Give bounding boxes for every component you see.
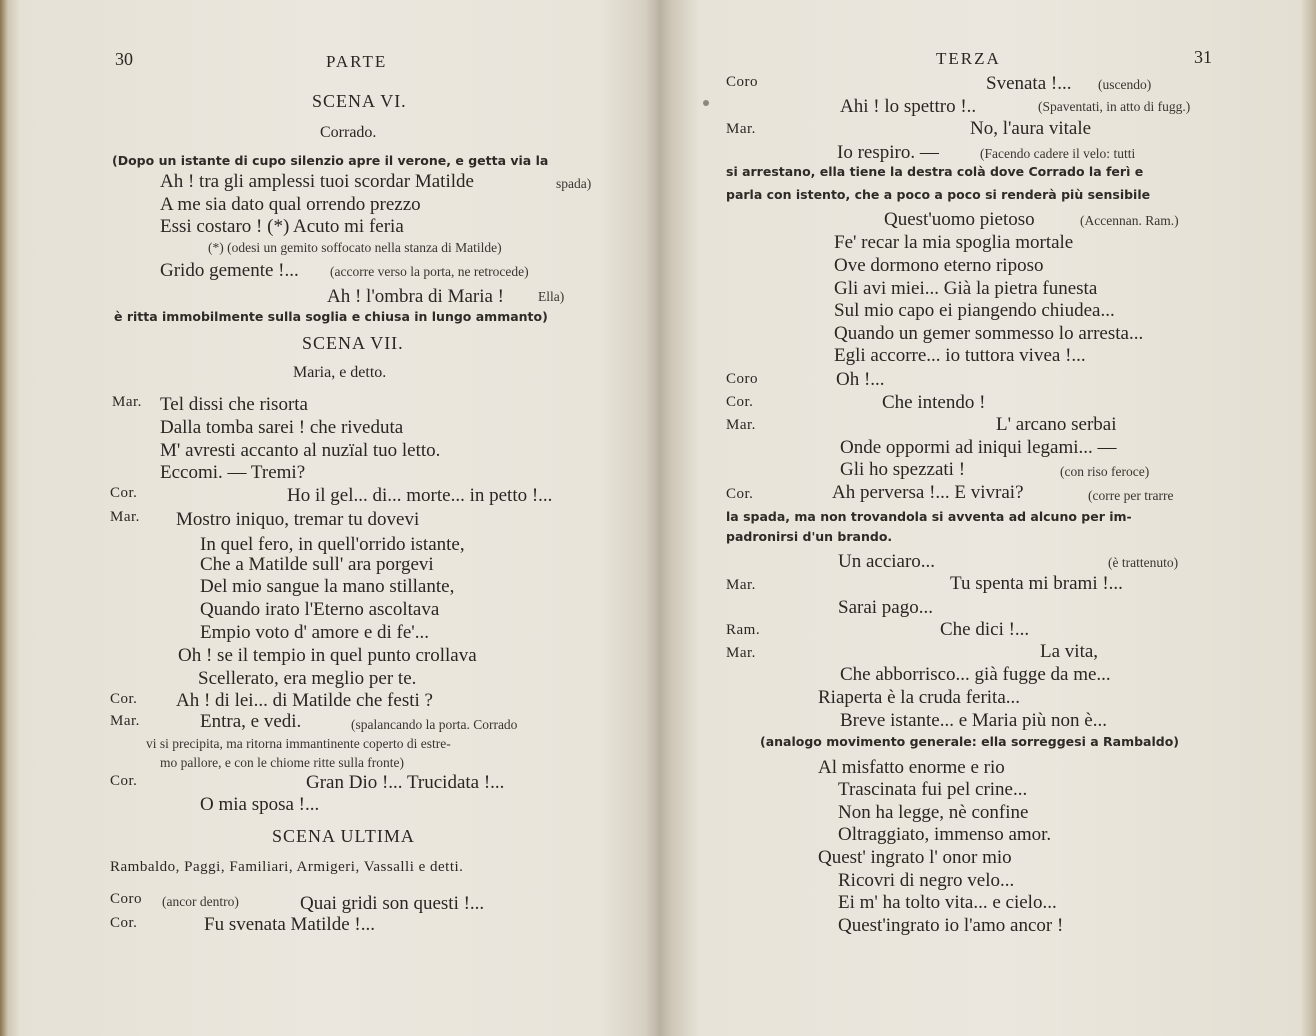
speaker-line: Coro <box>726 371 758 387</box>
verse-line: Ahi ! lo spettro !.. <box>840 96 977 117</box>
verse-line: Empio voto d' amore e di fe'... <box>200 622 429 643</box>
stage-line: parla con istento, che a poco a poco si renderà più sensibile <box>726 187 1151 202</box>
verse-line: Del mio sangue la mano stillante, <box>200 576 455 597</box>
verse-line: Egli accorre... io tuttora vivea !... <box>834 345 1086 366</box>
verse-line: Ah ! di lei... di Matilde che festi ? <box>176 690 433 711</box>
paper-spot <box>703 100 709 106</box>
char-line: Rambaldo, Paggi, Familiari, Armigeri, Vassalli e detti. <box>110 859 464 875</box>
verse-line: Quest'ingrato io l'amo ancor ! <box>838 915 1064 936</box>
verse-line: Sarai pago... <box>838 597 933 618</box>
verse-line: Quai gridi son questi !... <box>300 893 485 914</box>
speaker-line: Cor. <box>110 915 138 931</box>
speaker-line: Coro <box>110 891 142 907</box>
speaker-line: Ram. <box>726 622 761 638</box>
speaker-line: Cor. <box>110 691 138 707</box>
running-head: TERZA <box>936 49 1001 68</box>
page-number: 31 <box>1194 47 1212 67</box>
verse-line: Quando un gemer sommesso lo arresta... <box>834 323 1144 344</box>
stage-line: (accorre verso la porta, ne retrocede) <box>330 264 529 279</box>
stage-line: (analogo movimento generale: ella sorreggesi a Rambaldo) <box>760 734 1180 749</box>
verse-line: Ah ! l'ombra di Maria ! <box>327 286 505 307</box>
verse-line: Quest'uomo pietoso <box>884 209 1035 230</box>
speaker-line: Mar. <box>726 645 756 661</box>
verse-line: No, l'aura vitale <box>970 118 1092 139</box>
verse-line: L' arcano serbai <box>996 414 1117 435</box>
verse-line: Entra, e vedi. <box>200 711 302 732</box>
stage-line: (corre per trarre <box>1088 488 1174 503</box>
verse-line: Ricovri di negro velo... <box>838 870 1015 891</box>
stage-line: Ella) <box>538 289 565 304</box>
verse-line: Quest' ingrato l' onor mio <box>818 847 1012 868</box>
verse-line: Fe' recar la mia spoglia mortale <box>834 232 1074 253</box>
scene-line: SCENA VII. <box>302 333 404 353</box>
verse-line: Trascinata fui pel crine... <box>838 779 1028 800</box>
stage-line: (spalancando la porta. Corrado <box>351 717 518 732</box>
speaker-line: Coro <box>726 74 758 90</box>
verse-line: Oh ! se il tempio in quel punto crollava <box>178 645 477 666</box>
verse-line: Ei m' ha tolto vita... e cielo... <box>838 892 1057 913</box>
stage-line: (è trattenuto) <box>1108 555 1179 570</box>
verse-line: Onde oppormi ad iniqui legami... — <box>840 437 1117 458</box>
speaker-line: Cor. <box>110 773 138 789</box>
speaker-line: Mar. <box>726 577 756 593</box>
speaker-line: Cor. <box>726 394 754 410</box>
verse-line: M' avresti accanto al nuzïal tuo letto. <box>160 440 441 461</box>
speaker-line: Cor. <box>110 485 138 501</box>
speaker-line: Mar. <box>726 121 756 137</box>
stage-line: padronirsi d'un brando. <box>726 529 893 544</box>
stage-line: (ancor dentro) <box>162 894 239 909</box>
page-number: 30 <box>115 49 133 69</box>
verse-line: Eccomi. — Tremi? <box>160 462 306 483</box>
verse-line: Che dici !... <box>940 619 1030 640</box>
scene-line: SCENA VI. <box>312 91 407 111</box>
verse-line: La vita, <box>1040 641 1099 662</box>
verse-line: Che abborrisco... già fugge da me... <box>840 664 1111 685</box>
verse-line: Svenata !... <box>986 73 1072 94</box>
stage-line: la spada, ma non trovandola si avventa ad alcuno per im- <box>726 509 1132 524</box>
speaker-line: Mar. <box>112 394 142 410</box>
verse-line: Mostro iniquo, tremar tu dovevi <box>176 509 420 530</box>
verse-line: Riaperta è la cruda ferita... <box>818 687 1021 708</box>
verse-line: Fu svenata Matilde !... <box>204 914 375 935</box>
verse-line: Gli ho spezzati ! <box>840 459 966 480</box>
stage-line: vi si precipita, ma ritorna immantinente coperto di estre- <box>146 736 451 751</box>
stage-line: (Accennan. Ram.) <box>1080 213 1179 228</box>
verse-line: Che intendo ! <box>882 392 986 413</box>
verse-line: Sul mio capo ei piangendo chiudea... <box>834 300 1115 321</box>
stage-line: mo pallore, e con le chiome ritte sulla fronte) <box>160 755 405 770</box>
verse-line: Tu spenta mi brami !... <box>950 573 1123 594</box>
speaker-line: Mar. <box>726 417 756 433</box>
verse-line: Ah perversa !... E vivrai? <box>832 482 1024 503</box>
verse-line: Tel dissi che risorta <box>160 394 308 415</box>
verse-line: O mia sposa !... <box>200 794 320 815</box>
verse-line: Ho il gel... di... morte... in petto !... <box>287 485 553 506</box>
scene-line: SCENA ULTIMA <box>272 826 415 846</box>
stage-line: (Spaventati, in atto di fugg.) <box>1038 99 1191 114</box>
verse-line: Gran Dio !... Trucidata !... <box>306 772 505 793</box>
verse-line: Grido gemente !... <box>160 260 299 281</box>
verse-line: Gli avi miei... Già la pietra funesta <box>834 278 1098 299</box>
verse-line: Un acciaro... <box>838 551 936 572</box>
stage-line: (Facendo cadere il velo: tutti <box>980 146 1136 161</box>
verse-line: Breve istante... e Maria più non è... <box>840 710 1107 731</box>
verse-line: Essi costaro ! (*) Acuto mi feria <box>160 216 404 237</box>
stage-line: (con riso feroce) <box>1060 464 1150 479</box>
verse-line: Io respiro. — <box>837 142 939 163</box>
verse-line: In quel fero, in quell'orrido istante, <box>200 534 465 555</box>
verse-line: Al misfatto enorme e rio <box>818 757 1005 778</box>
char-line: Maria, e detto. <box>293 364 387 381</box>
verse-line: Ove dormono eterno riposo <box>834 255 1044 276</box>
verse-line: Non ha legge, nè confine <box>838 802 1029 823</box>
verse-line: Che a Matilde sull' ara porgevi <box>200 554 434 575</box>
speaker-line: Mar. <box>110 713 140 729</box>
char-line: Corrado. <box>320 124 377 141</box>
speaker-line: Mar. <box>110 509 140 525</box>
running-head: PARTE <box>326 52 388 71</box>
verse-line: Dalla tomba sarei ! che riveduta <box>160 417 404 438</box>
verse-line: Scellerato, era meglio per te. <box>198 668 417 689</box>
stage-line: spada) <box>556 176 592 191</box>
stage-line: (uscendo) <box>1098 77 1152 92</box>
stage-line: (*) (odesi un gemito soffocato nella stanza di Matilde) <box>208 240 502 255</box>
right-page <box>664 0 1316 1036</box>
speaker-line: Cor. <box>726 486 754 502</box>
verse-line: Oh !... <box>836 369 885 390</box>
stage-line: (Dopo un istante di cupo silenzio apre il verone, e getta via la <box>112 153 549 168</box>
verse-line: Ah ! tra gli amplessi tuoi scordar Matilde <box>160 171 474 192</box>
stage-line: è ritta immobilmente sulla soglia e chiusa in lungo ammanto) <box>114 309 548 324</box>
verse-line: Quando irato l'Eterno ascoltava <box>200 599 440 620</box>
verse-line: A me sia dato qual orrendo prezzo <box>160 194 421 215</box>
verse-line: Oltraggiato, immenso amor. <box>838 824 1052 845</box>
stage-line: si arrestano, ella tiene la destra colà dove Corrado la ferì e <box>726 164 1144 179</box>
